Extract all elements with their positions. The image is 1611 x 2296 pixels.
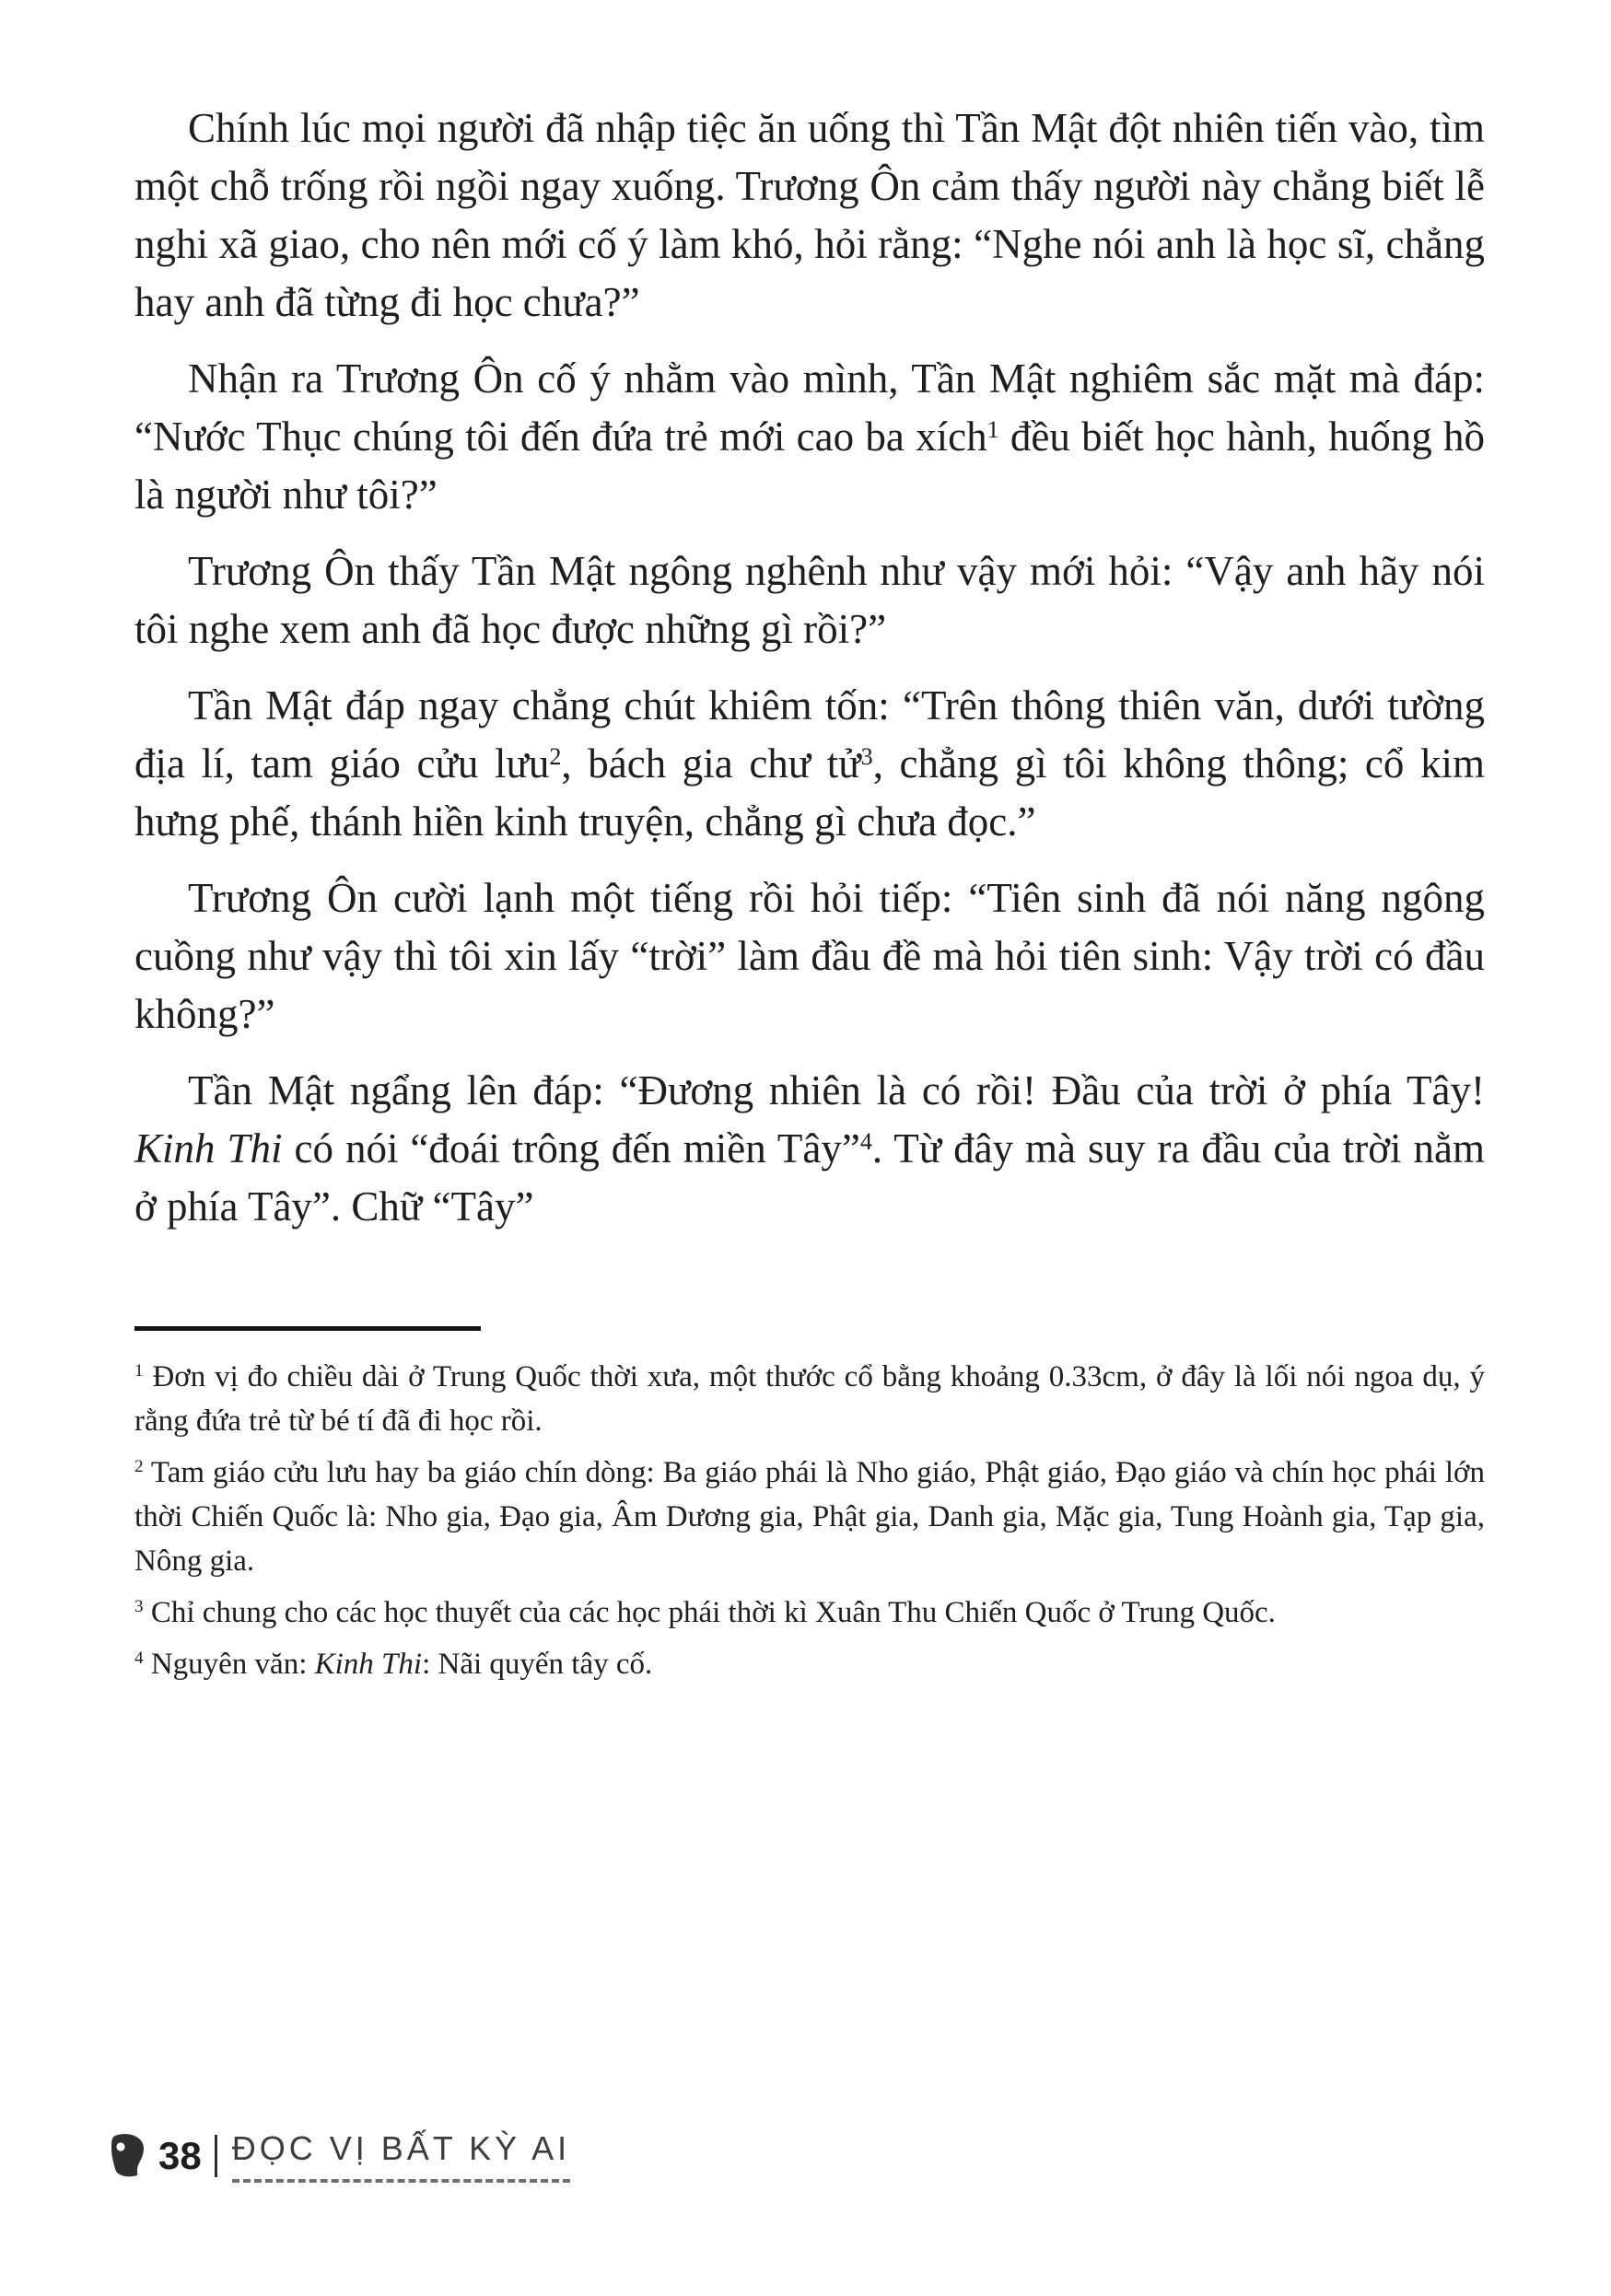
footnote: $^3$ Chỉ chung cho các học thuyết của các học phái thời kì Xuân Thu Chiến Quốc ở Trung Quốc. [134, 1596, 1276, 1629]
paragraph: Tần Mật ngẩng lên đáp: “Đương nhiên là có rồi! Đầu của trời ở phía Tây! Kinh Thi có nói “đoái trông đến miền Tây”$^4$. Từ đây mà suy ra đầu của trời nằm ở phía Tây”. Chữ “Tây” [134, 1067, 1486, 1230]
footnote: $^1$ Đơn vị đo chiều dài ở Trung Quốc thời xưa, một thước cổ bằng khoảng 0.33cm, ở đây là lối nói ngoa dụ, ý rằng đứa trẻ từ bé tí đã đi học rồi. [134, 1360, 1485, 1438]
footnote: $^4$ Nguyên văn: Kinh Thi: Nãi quyến tây cố. [134, 1648, 653, 1681]
footer-divider-bar [215, 2135, 217, 2177]
footnote-divider-rule [134, 1326, 481, 1331]
book-title: ĐỌC VỊ BẤT KỲ AI [232, 2129, 570, 2183]
paragraph: Tần Mật đáp ngay chẳng chút khiêm tốn: “Trên thông thiên văn, dưới tường địa lí, tam giáo cửu lưu$^2$, bách gia chư tử$^3$, chẳng gì tôi không thông; cổ kim hưng phế, thánh hiền kinh truyện, chẳng gì chưa đọc.” [134, 682, 1485, 845]
footnote: $^2$ Tam giáo cửu lưu hay ba giáo chín dòng: Ba giáo phái là Nho giáo, Phật giáo, Đạo giáo và chín học phái lớn thời Chiến Quốc là: Nho gia, Đạo gia, Âm Dương gia, Phật gia, Danh gia, Mặc gia, Tung Hoành gia, Tạp gia, Nông gia. [134, 1456, 1485, 1578]
page-footer [109, 2129, 570, 2183]
page-body-text [134, 99, 1485, 1236]
paragraph: Nhận ra Trương Ôn cố ý nhằm vào mình, Tần Mật nghiêm sắc mặt mà đáp: “Nước Thục chúng tôi đến đứa trẻ mới cao ba xích$^1$ đều biết học hành, huống hồ là người như tôi?” [134, 355, 1485, 518]
paragraph: Trương Ôn cười lạnh một tiếng rồi hỏi tiếp: “Tiên sinh đã nói năng ngông cuồng như vậy thì tôi xin lấy “trời” làm đầu đề mà hỏi tiên sinh: Vậy trời có đầu không?” [134, 875, 1485, 1037]
book-mascot-logo-icon [109, 2133, 147, 2179]
footnotes-section [134, 1326, 1485, 1694]
paragraph: Trương Ôn thấy Tần Mật ngông nghênh như vậy mới hỏi: “Vậy anh hãy nói tôi nghe xem anh đã học được những gì rồi?” [134, 548, 1485, 652]
page-number: 38 [158, 2134, 202, 2177]
paragraph: Chính lúc mọi người đã nhập tiệc ăn uống thì Tần Mật đột nhiên tiến vào, tìm một chỗ trống rồi ngồi ngay xuống. Trương Ôn cảm thấy người này chẳng biết lễ nghi xã giao, cho nên mới cố ý làm khó, hỏi rằng: “Nghe nói anh là học sĩ, chẳng hay anh đã từng đi học chưa?” [134, 105, 1485, 325]
